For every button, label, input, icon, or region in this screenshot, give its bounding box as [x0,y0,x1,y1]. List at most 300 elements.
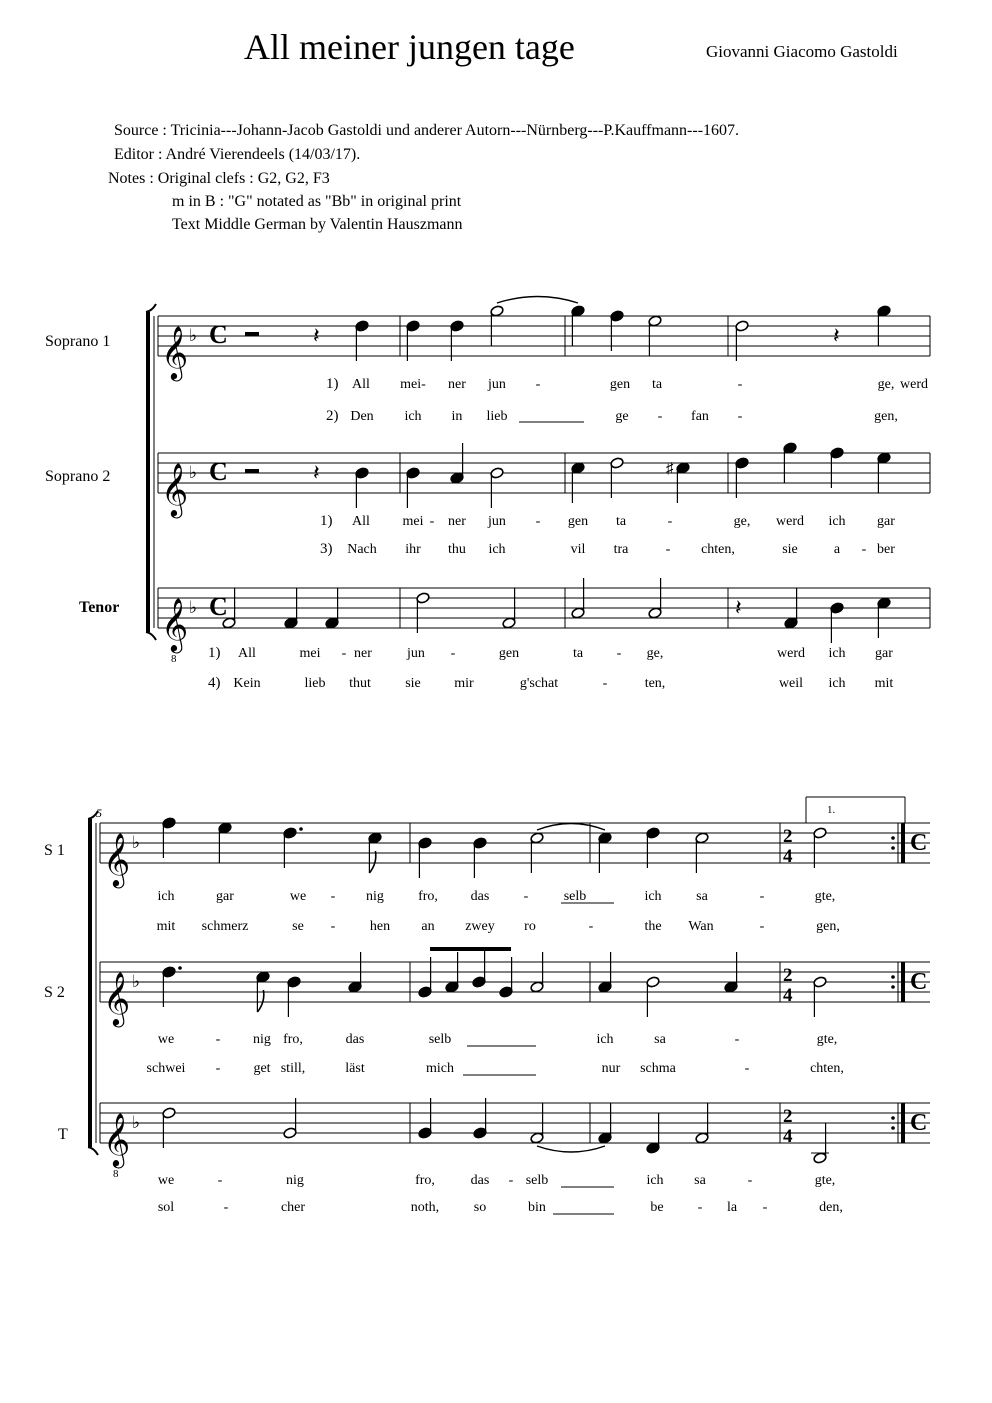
tie-slur [537,1146,605,1152]
note [783,442,797,483]
lyric-syllable: All [352,377,370,392]
time-sig-numerator: 2 [783,1106,793,1127]
lyric-syllable: - [341,646,347,661]
lyric-syllable: se [292,919,304,934]
verse-number: 2) [326,408,339,424]
treble-clef-icon: 𝄞 [161,464,189,515]
lyric-syllable: werd [776,514,804,529]
note [598,1103,612,1144]
octave-mark: 8 [171,653,177,665]
lyric-syllable: jun [488,377,506,392]
lyric-syllable: ta [572,646,584,661]
treble-clef-icon: 𝄞 [161,599,189,650]
note [473,837,487,878]
lyric-syllable: ge, [646,646,664,661]
notehead [571,305,585,317]
quarter-rest: 𝄽 [313,323,320,348]
lyric-syllable: ta [615,514,627,529]
common-time-sign: C [209,592,228,621]
lyric-syllable: we [289,889,307,904]
lyric-syllable: den, [819,1200,843,1215]
lyric-syllable: selb [525,1173,549,1188]
note [735,320,749,361]
lyric-syllable: mir [454,676,474,691]
treble-clef-icon: 𝄞 [103,973,131,1024]
lyric-syllable: ner [448,377,466,392]
lyric-syllable: - [744,1061,750,1076]
time-sig-denominator: 4 [783,985,793,1006]
lyric-syllable: - [657,409,663,424]
notehead [695,832,709,844]
notehead [598,981,612,993]
note [813,976,827,1017]
lyric-syllable: ich [488,542,506,557]
lyric-syllable: - [523,889,529,904]
note [877,305,891,346]
lyric-syllable: mit [874,676,894,691]
notehead [724,981,738,993]
octave-mark: 8 [113,1168,119,1180]
lyric-syllable: gte, [816,1032,838,1047]
notehead [830,447,844,459]
lyric-syllable: mich [426,1061,454,1076]
lyric-syllable: Wan [688,919,714,934]
notehead [284,617,298,629]
lyric-syllable: gen [498,646,520,661]
lyric-syllable: ta [651,377,663,392]
lyric-syllable: thu [448,542,466,557]
note [530,952,544,993]
lyric-syllable: - [667,514,673,529]
tie-slur [497,297,578,304]
notehead [450,320,464,332]
lyric-syllable: - [535,514,541,529]
lyric-syllable: gte, [814,1173,836,1188]
note [355,320,369,361]
notehead [490,467,504,479]
repeat-dot [891,975,895,979]
note [348,952,362,993]
notehead [283,827,297,839]
time-sig-denominator: 4 [783,1126,793,1147]
flag [369,851,375,873]
verse-number: 1) [320,513,333,529]
note [162,817,176,858]
lyric-syllable: ich [596,1032,614,1047]
verse-number: 4) [208,675,221,691]
notehead [287,976,301,988]
notehead [813,976,827,988]
notehead [530,981,544,993]
composer-name: Giovanni Giacomo Gastoldi [706,42,898,61]
note [368,832,382,873]
tie-slur [537,824,605,831]
note [473,1098,487,1139]
lyric-syllable: mei [402,514,424,529]
note [571,305,585,346]
notehead [813,1152,827,1164]
lyric-syllable: - [330,919,336,934]
lyric-syllable: ich [828,676,846,691]
lyric-syllable: selb [563,889,587,904]
note [813,1123,827,1164]
lyric-syllable: - [737,409,743,424]
lyric-syllable: thut [349,676,371,691]
lyric-syllable: ich [828,646,846,661]
note [735,457,749,498]
notes-line-1: Notes : Original clefs : G2, G2, F3 [108,170,330,187]
notehead [646,976,660,988]
note [256,971,270,1012]
thick-barline [901,823,905,863]
note [610,457,624,498]
note [218,822,232,863]
lyric-syllable: - [759,919,765,934]
note [610,310,624,351]
note [830,602,844,643]
note [287,976,301,1017]
lyric-syllable: werd [777,646,805,661]
lyric-syllable: ge, [877,377,895,392]
lyric-syllable: ro [524,919,536,934]
lyric-syllable: ge [615,409,629,424]
thick-barline [901,1103,905,1143]
notehead [571,462,585,474]
note [502,588,516,629]
note [406,320,420,361]
lyric-syllable: schmerz [201,919,249,934]
lyric-syllable: schma [640,1061,676,1076]
notehead [445,981,459,993]
lyric-syllable: mit [156,919,176,934]
common-time-sign: C [910,830,928,856]
lyric-syllable: - [588,919,594,934]
lyric-syllable: gen, [874,409,898,424]
notehead [490,305,504,317]
staff-label-s1: S 1 [44,842,65,859]
treble-clef-icon: 𝄞 [103,834,131,885]
lyric-syllable: gen, [816,919,840,934]
verse-number: 3) [320,541,333,557]
lyric-syllable: noth, [410,1200,440,1215]
notehead [499,986,513,998]
thick-barline [901,962,905,1002]
notehead [648,607,662,619]
notehead [218,822,232,834]
note [695,1103,709,1144]
common-time-sign: C [209,457,228,486]
notehead [877,305,891,317]
notehead [877,452,891,464]
lyric-syllable: - [429,514,435,529]
lyric-syllable: sie [405,676,421,691]
lyric-syllable: fan [691,409,709,424]
notehead [162,966,176,978]
notehead [406,467,420,479]
lyric-syllable: - [602,676,608,691]
system-bracket [88,819,92,1147]
note [355,467,369,508]
note [598,832,612,873]
half-rest [245,469,259,474]
notehead [610,457,624,469]
lyric-syllable: ich [828,514,846,529]
lyric-syllable: gen [609,377,631,392]
notehead [406,320,420,332]
lyric-syllable: be [650,1200,664,1215]
editor-line: Editor : André Vierendeels (14/03/17). [114,146,361,163]
treble-clef-icon: 𝄞 [103,1114,131,1165]
bracket-hook [146,632,156,640]
notehead [348,981,362,993]
lyric-syllable: - [215,1032,221,1047]
verse-number: 1) [326,376,339,392]
lyric-syllable: nur [601,1061,621,1076]
common-time-sign: C [910,969,928,995]
lyric-syllable: - [450,646,456,661]
lyric-syllable: gar [875,646,893,661]
note [571,578,585,619]
lyric-syllable: bin [528,1200,546,1215]
lyric-syllable: sa [694,1173,706,1188]
beam [430,947,511,951]
notehead [418,837,432,849]
note [530,1103,544,1144]
lyric-syllable: - [861,542,867,557]
lyric-syllable: so [473,1200,487,1215]
lyric-syllable: läst [345,1061,365,1076]
lyric-syllable: cher [280,1200,306,1215]
lyric-syllable: we [157,1032,175,1047]
lyric-syllable: ich [404,409,422,424]
sharp-sign: ♯ [666,461,674,477]
lyric-syllable: - [217,1173,223,1188]
note [571,462,585,503]
lyric-syllable: ge, [733,514,751,529]
common-time-sign: C [209,320,228,349]
notehead [256,971,270,983]
verse-number: 1) [208,645,221,661]
lyric-syllable: the [644,919,662,934]
half-rest [245,332,259,337]
note [646,1113,660,1154]
lyric-syllable: g'schat [519,676,559,691]
notehead [418,986,432,998]
note [813,827,827,868]
notehead [830,602,844,614]
notehead [813,827,827,839]
lyric-syllable: gen [567,514,589,529]
note [472,947,486,988]
repeat-dot [891,985,895,989]
lyric-syllable: ber [877,542,895,557]
note [406,467,420,508]
lyric-syllable: selb [428,1032,452,1047]
source-line: Source : Tricinia---Johann-Jacob Gastoldi und anderer Autorn---Nürnberg---P.Kauffmann---1607. [114,122,740,139]
lyric-syllable: - [223,1200,229,1215]
notes-line-2: m in B : "G" notated as "Bb" in original print [172,193,462,210]
lyric-syllable: we [157,1173,175,1188]
note [877,452,891,493]
lyric-syllable: ihr [405,542,421,557]
lyric-syllable: sa [696,889,708,904]
staff-label-soprano2: Soprano 2 [45,468,111,485]
lyric-syllable: chten, [701,542,735,557]
lyric-syllable: gte, [814,889,836,904]
lyric-syllable: lieb [486,409,508,424]
lyric-syllable: das [470,889,490,904]
notehead [416,592,430,604]
note [676,462,690,503]
notehead [735,457,749,469]
key-flat: ♭ [189,326,198,345]
notehead [646,827,660,839]
lyric-syllable: sol [157,1200,175,1215]
note [646,976,660,1017]
lyric-syllable: - [697,1200,703,1215]
lyric-syllable: fro, [418,889,438,904]
notehead [450,472,464,484]
note [877,597,891,638]
staff-label-s2: S 2 [44,984,65,1001]
lyric-syllable: still, [280,1061,306,1076]
lyric-syllable: la [726,1200,738,1215]
lyric-syllable: get [253,1061,271,1076]
notehead [325,617,339,629]
lyric-syllable: nig [366,889,384,904]
lyric-syllable: - [747,1173,753,1188]
note [418,1098,432,1139]
notes-line-3: Text Middle German by Valentin Hauszmann [172,216,463,233]
notehead [502,617,516,629]
note [325,588,339,629]
staff-label-tenor: Tenor [79,599,120,616]
lyric-syllable: mei- [400,377,426,392]
lyric-syllable: ich [157,889,175,904]
lyric-syllable: - [215,1061,221,1076]
time-sig-numerator: 2 [783,826,793,847]
lyric-syllable: lieb [304,676,326,691]
volta-label: 1. [827,804,836,816]
lyric-syllable: - [535,377,541,392]
notehead [646,1142,660,1154]
lyric-syllable: schwei [146,1061,186,1076]
lyric-syllable: mei [299,646,321,661]
lyric-syllable: werd [900,377,928,392]
notehead [695,1132,709,1144]
notehead [355,467,369,479]
notehead [598,832,612,844]
lyric-syllable: nig [253,1032,271,1047]
staff-label-t: T [58,1126,68,1143]
lyric-syllable: ich [646,1173,664,1188]
notehead [472,976,486,988]
notehead [784,617,798,629]
notehead [418,1127,432,1139]
notehead [162,1107,176,1119]
notehead [530,832,544,844]
note [445,952,459,993]
lyric-syllable: ner [448,514,466,529]
lyric-syllable: Kein [233,676,261,691]
lyric-syllable: - [759,889,765,904]
lyric-syllable: in [451,409,463,424]
lyric-syllable: gar [877,514,895,529]
lyric-syllable: hen [369,919,391,934]
lyric-syllable: sa [654,1032,666,1047]
lyric-syllable: gar [216,889,234,904]
dot [178,966,182,970]
dot [299,827,303,831]
notehead [473,1127,487,1139]
key-flat: ♭ [189,598,198,617]
lyric-syllable: das [345,1032,365,1047]
time-sig-denominator: 4 [783,846,793,867]
system-bracket [146,312,150,632]
notehead [473,837,487,849]
notehead [648,315,662,327]
notehead [783,442,797,454]
notehead [877,597,891,609]
lyric-syllable: Nach [347,542,377,557]
note [530,832,544,873]
time-sig-numerator: 2 [783,965,793,986]
notehead [355,320,369,332]
note [450,320,464,361]
lyric-syllable: vil [570,542,586,557]
lyric-syllable: weil [778,676,804,691]
lyric-syllable: All [238,646,256,661]
notehead [676,462,690,474]
common-time-sign: C [910,1110,928,1136]
notehead [571,607,585,619]
notehead [598,1132,612,1144]
lyric-syllable: fro, [415,1173,435,1188]
lyric-syllable: - [762,1200,768,1215]
lyric-syllable: - [330,889,336,904]
score-title: All meiner jungen tage [244,27,575,67]
repeat-dot [891,1126,895,1130]
lyric-syllable: a [833,542,841,557]
repeat-dot [891,836,895,840]
note [646,827,660,868]
lyric-syllable: jun [407,646,425,661]
note [416,592,430,633]
note [418,957,432,998]
lyric-syllable: - [508,1173,514,1188]
key-flat: ♭ [132,833,141,852]
lyric-syllable: All [352,514,370,529]
quarter-rest: 𝄽 [735,595,742,620]
treble-clef-icon: 𝄞 [161,327,189,378]
lyric-syllable: Den [350,409,374,424]
note [162,1107,176,1148]
notehead [162,817,176,829]
lyric-syllable: tra [613,542,629,557]
note [784,588,798,629]
repeat-dot [891,846,895,850]
key-flat: ♭ [189,463,198,482]
note [499,957,513,998]
lyric-syllable: jun [488,514,506,529]
repeat-dot [891,1116,895,1120]
lyric-syllable: fro, [283,1032,303,1047]
note [598,952,612,993]
lyric-syllable: ner [354,646,372,661]
lyric-syllable: das [470,1173,490,1188]
notehead [530,1132,544,1144]
lyric-syllable: chten, [810,1061,844,1076]
